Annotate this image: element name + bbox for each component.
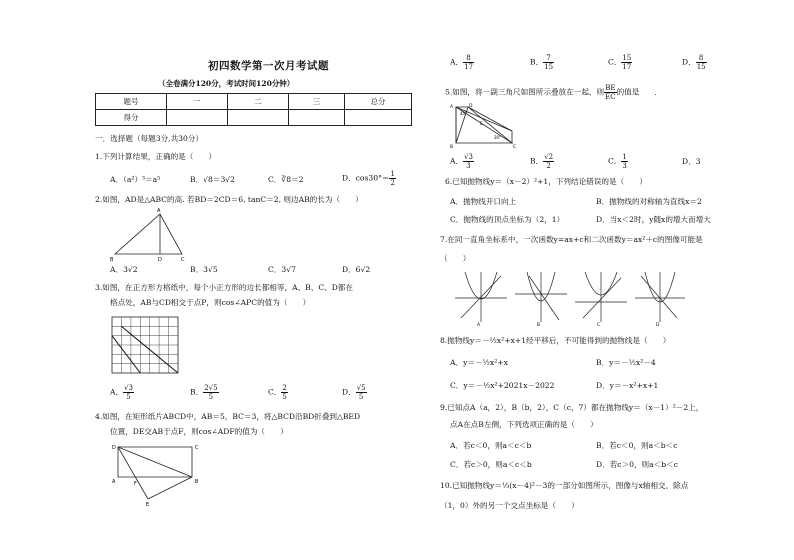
question-5-stem <box>445 84 662 101</box>
question-4-stem-line1: 4.如图，在矩形纸片ABCD中，AB＝5，BC＝3，将△BCD沿BD折叠到△BED <box>95 412 361 421</box>
q7-graph-b <box>515 272 567 322</box>
q4-option-c[interactable] <box>608 54 632 71</box>
figure-label: D <box>158 257 162 263</box>
question-7-stem-line1: 7.在同一直角坐标系中，一次函数y=ax+c和二次函数y＝ax²＋c的图像可能是 <box>440 235 703 244</box>
option-prefix: A． <box>110 387 124 397</box>
q5-triangles-figure <box>450 103 520 149</box>
q5-stem-start: 5.如图，将一副三角尺如图所示叠放在一起，则 <box>445 87 605 97</box>
table-cell: 题号 <box>96 94 167 110</box>
option-fraction <box>203 384 218 401</box>
question-9-stem-line2: 点A在点B左侧，下列选项正确的是（ ） <box>450 420 598 429</box>
table-cell[interactable] <box>228 110 289 126</box>
q9-option-a[interactable]: A．若c＜0，则a＜c＜b <box>450 441 532 450</box>
q5-stem-end: 的值是 ． <box>616 87 663 97</box>
figure-label: C <box>513 145 517 150</box>
question-7-stem-line2: （ ） <box>440 254 471 263</box>
q2-triangle-figure <box>110 208 190 263</box>
figure-label: B <box>450 145 454 150</box>
score-table-row <box>96 110 412 126</box>
q1-d-fraction <box>389 170 395 187</box>
q1-option-d[interactable] <box>342 170 396 187</box>
option-fraction <box>281 384 287 401</box>
fraction-denominator: 17 <box>464 63 473 71</box>
q2-option-a[interactable]: A．3√2 <box>110 265 138 274</box>
table-cell: 总分 <box>345 94 412 110</box>
question-10-stem-line1: 10.已知抛物线y＝⅓(x－4)²－3的一部分如图所示，图像与x轴相交，除点 <box>440 481 689 490</box>
q1-d-prefix: D．cos30°＝ <box>342 173 390 183</box>
option-prefix: B． <box>530 156 544 166</box>
q7-graph-a <box>455 272 507 322</box>
q8-option-c[interactable]: C．y＝－½x²+2021x－2022 <box>450 381 555 390</box>
question-9-stem-line1: 9.已知点A（a，2），B（b，2），C（c，7）都在抛物线y＝（x－1）²－2上， <box>440 403 704 412</box>
figure-label: E <box>480 122 483 127</box>
fraction-denominator: 3 <box>622 162 627 170</box>
fraction-numerator: 15 <box>622 54 632 62</box>
option-prefix: A． <box>450 156 464 166</box>
question-6-stem: 6.已知抛物线y＝（x－2）²+1，下列结论错误的是（ ） <box>445 177 647 186</box>
option-fraction <box>123 384 134 401</box>
option-fraction <box>356 384 367 401</box>
q5-option-b[interactable] <box>530 153 554 170</box>
q5-option-c[interactable] <box>608 153 628 170</box>
table-cell: 一 <box>167 94 228 110</box>
question-3-stem-line2: 格点处，AB与CD相交于点P，则cos∠APC的值为（ ） <box>110 298 311 307</box>
fraction-denominator: 2 <box>546 162 551 170</box>
q5-option-a[interactable] <box>450 153 474 170</box>
option-prefix: C． <box>268 387 282 397</box>
fraction-numerator: 8 <box>463 54 474 63</box>
q2-option-d[interactable]: D．6√2 <box>342 265 371 274</box>
option-prefix: C． <box>608 156 622 166</box>
table-cell[interactable] <box>167 110 228 126</box>
q6-option-a[interactable]: A．抛物线开口向上 <box>450 197 517 206</box>
exam-subtitle: （全卷满分120分，考试时间120分钟） <box>158 79 295 88</box>
fraction-numerator: √5 <box>356 384 366 392</box>
q1-option-c[interactable]: C．∛8＝2 <box>268 175 304 184</box>
q3-grid-figure <box>110 315 182 377</box>
q4-option-b[interactable] <box>530 54 554 71</box>
table-cell: 三 <box>289 94 345 110</box>
fraction-denominator: 3 <box>466 162 471 170</box>
figure-label: A <box>450 105 454 110</box>
graph-label: A <box>477 323 481 328</box>
fraction-numerator: √2 <box>544 153 554 161</box>
table-cell: 得分 <box>96 110 167 126</box>
fraction-denominator: EC <box>605 93 616 101</box>
table-cell[interactable] <box>345 110 412 126</box>
figure-label: C <box>195 445 199 451</box>
fraction-numerator: √3 <box>124 384 133 392</box>
option-fraction <box>543 153 554 170</box>
fraction-numerator: √3 <box>464 153 473 161</box>
option-fraction <box>621 54 632 71</box>
fraction-denominator: 15 <box>696 63 706 71</box>
q6-option-d[interactable]: D．当x＜2时，y随x的增大而增大 <box>596 215 711 224</box>
option-fraction <box>463 153 474 170</box>
score-table-row <box>96 94 412 110</box>
graph-label: C <box>597 323 601 328</box>
option-prefix: D． <box>682 57 696 67</box>
q7-graph-options <box>455 268 685 326</box>
figure-label: A <box>157 208 161 214</box>
option-fraction <box>696 54 707 71</box>
fraction-numerator: 1 <box>622 153 627 161</box>
fraction-numerator: 2√5 <box>204 384 218 392</box>
q3-option-b[interactable] <box>190 384 219 401</box>
q8-option-a[interactable]: A．y＝－½x²+x <box>450 358 508 367</box>
q2-option-b[interactable]: B．3√5 <box>190 265 218 274</box>
fraction-numerator: 7 <box>543 54 554 63</box>
q1-option-b[interactable]: B．√8＝3√2 <box>190 175 235 184</box>
option-prefix: C． <box>608 57 622 67</box>
figure-label: D <box>469 104 473 109</box>
q6-option-c[interactable]: C．抛物线的顶点坐标为（2，1） <box>450 215 565 224</box>
question-2-stem: 2.如图，AD是△ABC的高. 若BD＝2CD＝6, tanC＝2, 则边AB的长为（ ） <box>95 195 363 204</box>
q9-option-b[interactable]: B．若c＜0，则a＜b＜c <box>596 441 678 450</box>
graph-label: D <box>656 323 660 328</box>
figure-label: B <box>195 479 199 485</box>
q3-option-d[interactable] <box>342 384 367 401</box>
question-4-stem-line2: 位置，DE交AB于点F，则cos∠ADF的值为（ ） <box>110 427 288 436</box>
fraction-denominator: 5 <box>282 393 287 401</box>
option-prefix: D． <box>342 387 356 397</box>
option-prefix: A． <box>450 57 464 67</box>
option-prefix: B． <box>530 57 544 67</box>
fraction-denominator: 15 <box>544 63 554 71</box>
q3-option-c[interactable] <box>268 384 288 401</box>
fraction-denominator: 5 <box>126 393 131 401</box>
fraction-denominator: 5 <box>208 393 214 401</box>
figure-label: C <box>181 257 185 263</box>
q8-option-d[interactable]: D．y＝－x²+x+1 <box>596 381 659 390</box>
fraction-denominator: 5 <box>358 393 364 401</box>
figure-label: D <box>112 445 116 451</box>
angle-label: 45° <box>460 111 468 116</box>
q5-ratio-fraction <box>604 84 616 101</box>
q4-option-a[interactable] <box>450 54 474 71</box>
table-cell[interactable] <box>289 110 345 126</box>
q4-option-d[interactable] <box>682 54 707 71</box>
option-fraction <box>621 153 627 170</box>
question-3-stem-line1: 3.如图，在正方形方格纸中，每个小正方形的边长都相等，A、B、C、D都在 <box>95 283 354 292</box>
graph-label: B <box>537 323 541 328</box>
fraction-numerator: BE <box>605 84 616 92</box>
page-title: 初四数学第一次月考试题 <box>208 60 329 72</box>
q9-option-d[interactable]: D．若c＞0，则a＜b＜c <box>596 460 678 469</box>
q9-option-c[interactable]: C．若c＞0，则a＜c＜b <box>450 460 532 469</box>
question-10-stem-line2: （1，0）外的另一个交点坐标是（ ） <box>440 501 579 510</box>
option-prefix: B． <box>190 387 204 397</box>
question-8-stem: 8.抛物线y＝－½x²+x+1经平移后，不可能得到的抛物线是（ ） <box>440 336 671 345</box>
fraction-denominator: 17 <box>622 63 632 71</box>
fraction-denominator: 2 <box>390 179 395 187</box>
option-fraction <box>543 54 554 71</box>
figure-label: A <box>112 479 116 485</box>
q5-option-d[interactable]: D．3 <box>682 157 701 166</box>
question-1-stem: 1.下列计算结果，正确的是（ ） <box>95 152 217 161</box>
fraction-numerator: 1 <box>390 170 395 178</box>
q3-option-a[interactable] <box>110 384 134 401</box>
angle-label: 30° <box>494 135 502 140</box>
q6-option-b[interactable]: B．抛物线的对称轴为直线x＝2 <box>596 197 702 206</box>
table-cell: 二 <box>228 94 289 110</box>
section-heading: 一．选择题（每题3分,共30分） <box>95 134 204 143</box>
figure-label: B <box>110 257 114 263</box>
q4-rectangle-figure <box>112 443 202 508</box>
q8-option-b[interactable]: B．y＝－½x²－4 <box>596 358 656 367</box>
q1-option-a[interactable]: A．（a²）³＝a⁵ <box>110 175 161 184</box>
q7-graph-c <box>575 272 627 322</box>
figure-label: E <box>146 502 150 508</box>
fraction-numerator: 2 <box>282 384 287 392</box>
q7-graph-d <box>635 272 685 322</box>
q2-option-c[interactable]: C．3√7 <box>268 265 296 274</box>
score-table <box>95 93 412 126</box>
option-fraction <box>463 54 474 71</box>
fraction-numerator: 8 <box>696 54 707 63</box>
figure-label: F <box>134 481 137 487</box>
